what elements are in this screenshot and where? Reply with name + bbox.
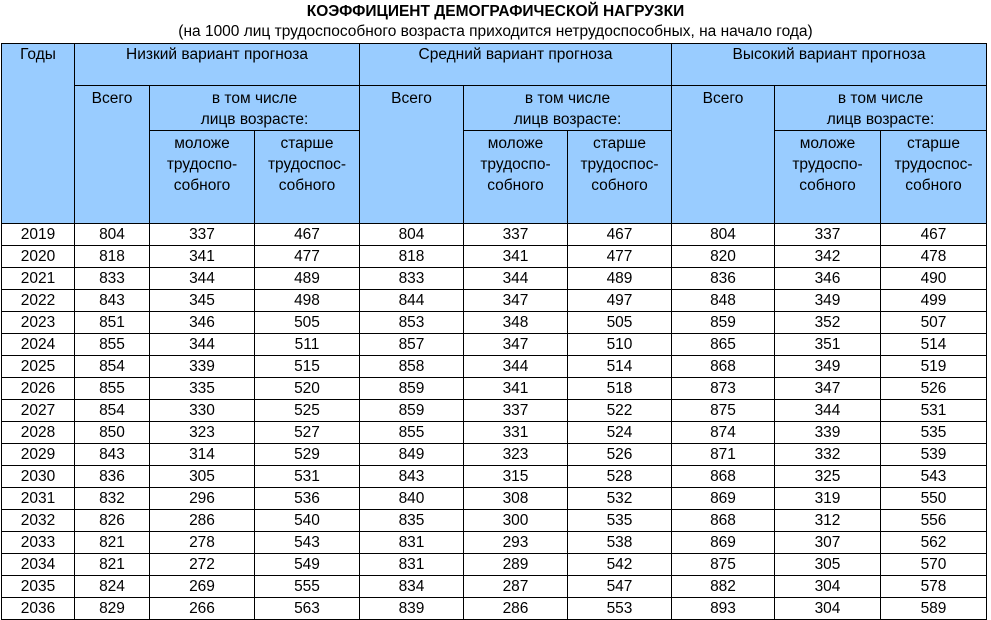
cell-year: 2027 [2,400,75,422]
cell-low-younger: 339 [150,356,255,378]
table-row [2,598,987,620]
cell-medium-older: 497 [568,290,672,312]
cell-high-total: 868 [672,466,775,488]
cell-low-younger: 296 [150,488,255,510]
cell-high-younger: 342 [775,246,881,268]
cell-medium-total: 839 [360,598,464,620]
cell-high-younger: 304 [775,576,881,598]
cell-high-younger: 319 [775,488,881,510]
cell-medium-total: 840 [360,488,464,510]
cell-medium-total: 855 [360,422,464,444]
header-high-younger: моложе трудоспо- собного [775,131,881,224]
cell-low-total: 829 [75,598,150,620]
table-row [2,312,987,334]
cell-medium-younger: 337 [464,400,568,422]
cell-medium-older: 477 [568,246,672,268]
cell-low-total: 851 [75,312,150,334]
cell-high-total: 871 [672,444,775,466]
cell-medium-older: 535 [568,510,672,532]
header-medium-younger: моложе трудоспо- собного [464,131,568,224]
cell-medium-older: 526 [568,444,672,466]
cell-low-younger: 314 [150,444,255,466]
cell-medium-younger: 315 [464,466,568,488]
cell-low-total: 850 [75,422,150,444]
cell-medium-younger: 331 [464,422,568,444]
cell-medium-total: 859 [360,378,464,400]
cell-year: 2026 [2,378,75,400]
cell-medium-younger: 337 [464,224,568,246]
cell-medium-total: 834 [360,576,464,598]
cell-high-total: 893 [672,598,775,620]
cell-high-older: 531 [881,400,987,422]
cell-high-total: 848 [672,290,775,312]
cell-medium-younger: 344 [464,268,568,290]
cell-high-total: 869 [672,488,775,510]
cell-low-younger: 345 [150,290,255,312]
cell-high-younger: 332 [775,444,881,466]
cell-year: 2031 [2,488,75,510]
cell-low-total: 821 [75,554,150,576]
header-medium-total: Всего [360,86,464,224]
header-variant-low: Низкий вариант прогноза [75,44,360,86]
cell-medium-younger: 348 [464,312,568,334]
cell-high-total: 820 [672,246,775,268]
cell-high-total: 804 [672,224,775,246]
cell-medium-younger: 341 [464,246,568,268]
table-row [2,466,987,488]
table-row [2,334,987,356]
cell-medium-younger: 341 [464,378,568,400]
cell-low-total: 855 [75,378,150,400]
cell-medium-total: 844 [360,290,464,312]
cell-high-younger: 352 [775,312,881,334]
page-subtitle: (на 1000 лиц трудоспособного возраста приходится нетрудоспособных, на начало года) [178,23,813,40]
cell-high-older: 478 [881,246,987,268]
cell-low-older: 477 [255,246,360,268]
cell-low-older: 505 [255,312,360,334]
cell-high-older: 499 [881,290,987,312]
cell-medium-total: 859 [360,400,464,422]
table-header [2,44,987,224]
table-row [2,576,987,598]
cell-high-older: 570 [881,554,987,576]
cell-low-total: 836 [75,466,150,488]
cell-medium-total: 831 [360,532,464,554]
cell-high-younger: 305 [775,554,881,576]
cell-low-total: 804 [75,224,150,246]
cell-high-older: 556 [881,510,987,532]
cell-medium-older: 538 [568,532,672,554]
header-low-including: в том числе лицв возрасте: [150,86,360,131]
cell-high-younger: 325 [775,466,881,488]
cell-medium-older: 489 [568,268,672,290]
cell-year: 2021 [2,268,75,290]
cell-low-younger: 269 [150,576,255,598]
cell-high-older: 539 [881,444,987,466]
cell-low-older: 489 [255,268,360,290]
cell-year: 2032 [2,510,75,532]
cell-medium-younger: 289 [464,554,568,576]
cell-medium-total: 843 [360,466,464,488]
demographic-load-table [1,43,987,620]
cell-low-younger: 286 [150,510,255,532]
cell-high-younger: 337 [775,224,881,246]
cell-medium-younger: 344 [464,356,568,378]
cell-medium-younger: 286 [464,598,568,620]
cell-low-total: 855 [75,334,150,356]
cell-low-older: 543 [255,532,360,554]
header-variant-medium: Средний вариант прогноза [360,44,672,86]
cell-year: 2033 [2,532,75,554]
cell-medium-older: 510 [568,334,672,356]
cell-low-total: 824 [75,576,150,598]
cell-low-total: 826 [75,510,150,532]
cell-medium-younger: 287 [464,576,568,598]
cell-year: 2029 [2,444,75,466]
table-row [2,554,987,576]
cell-low-total: 821 [75,532,150,554]
table-row [2,290,987,312]
cell-low-older: 529 [255,444,360,466]
cell-low-older: 531 [255,466,360,488]
header-high-total: Всего [672,86,775,224]
cell-medium-older: 528 [568,466,672,488]
cell-high-younger: 304 [775,598,881,620]
cell-high-total: 875 [672,554,775,576]
cell-high-younger: 351 [775,334,881,356]
cell-high-total: 836 [672,268,775,290]
cell-high-younger: 346 [775,268,881,290]
cell-high-younger: 347 [775,378,881,400]
cell-high-total: 875 [672,400,775,422]
cell-high-total: 869 [672,532,775,554]
cell-low-total: 833 [75,268,150,290]
table-row [2,400,987,422]
cell-high-younger: 312 [775,510,881,532]
cell-low-younger: 344 [150,334,255,356]
header-medium-including: в том числе лицв возрасте: [464,86,672,131]
table-row [2,488,987,510]
cell-low-older: 498 [255,290,360,312]
header-medium-older: старше трудоспос- собного [568,131,672,224]
cell-year: 2036 [2,598,75,620]
cell-high-total: 882 [672,576,775,598]
header-years: Годы [2,44,75,224]
cell-high-total: 859 [672,312,775,334]
cell-low-younger: 346 [150,312,255,334]
cell-low-younger: 344 [150,268,255,290]
header-low-total: Всего [75,86,150,224]
cell-medium-total: 857 [360,334,464,356]
cell-medium-younger: 308 [464,488,568,510]
cell-year: 2030 [2,466,75,488]
cell-high-total: 868 [672,510,775,532]
cell-medium-older: 467 [568,224,672,246]
cell-medium-older: 553 [568,598,672,620]
table-row [2,422,987,444]
table-row [2,224,987,246]
cell-low-younger: 330 [150,400,255,422]
table-row [2,532,987,554]
cell-low-total: 854 [75,356,150,378]
cell-high-younger: 349 [775,356,881,378]
cell-medium-older: 542 [568,554,672,576]
cell-medium-total: 849 [360,444,464,466]
cell-medium-total: 831 [360,554,464,576]
cell-low-total: 843 [75,290,150,312]
cell-low-younger: 323 [150,422,255,444]
cell-medium-younger: 293 [464,532,568,554]
cell-low-older: 536 [255,488,360,510]
cell-year: 2025 [2,356,75,378]
cell-low-total: 854 [75,400,150,422]
cell-medium-total: 833 [360,268,464,290]
cell-high-older: 514 [881,334,987,356]
header-low-younger: моложе трудоспо- собного [150,131,255,224]
page-title: КОЭФФИЦИЕНТ ДЕМОГРАФИЧЕСКОЙ НАГРУЗКИ [306,3,685,20]
cell-low-older: 540 [255,510,360,532]
table-row [2,510,987,532]
cell-medium-total: 818 [360,246,464,268]
cell-high-younger: 307 [775,532,881,554]
table-row [2,444,987,466]
cell-high-older: 589 [881,598,987,620]
cell-low-total: 843 [75,444,150,466]
cell-high-older: 550 [881,488,987,510]
cell-low-younger: 305 [150,466,255,488]
cell-high-younger: 349 [775,290,881,312]
cell-year: 2023 [2,312,75,334]
cell-low-younger: 278 [150,532,255,554]
table-row [2,268,987,290]
cell-high-older: 526 [881,378,987,400]
cell-low-younger: 272 [150,554,255,576]
cell-low-older: 527 [255,422,360,444]
cell-year: 2034 [2,554,75,576]
cell-high-total: 868 [672,356,775,378]
cell-high-older: 578 [881,576,987,598]
cell-high-older: 519 [881,356,987,378]
cell-medium-younger: 347 [464,334,568,356]
cell-year: 2020 [2,246,75,268]
cell-high-younger: 339 [775,422,881,444]
cell-low-older: 515 [255,356,360,378]
cell-high-older: 490 [881,268,987,290]
table-row [2,378,987,400]
cell-high-older: 543 [881,466,987,488]
cell-low-older: 511 [255,334,360,356]
cell-medium-younger: 323 [464,444,568,466]
cell-low-younger: 335 [150,378,255,400]
cell-low-older: 549 [255,554,360,576]
cell-medium-older: 518 [568,378,672,400]
cell-medium-total: 804 [360,224,464,246]
cell-year: 2022 [2,290,75,312]
cell-year: 2028 [2,422,75,444]
cell-year: 2035 [2,576,75,598]
cell-low-older: 525 [255,400,360,422]
cell-low-total: 832 [75,488,150,510]
cell-medium-total: 853 [360,312,464,334]
cell-low-older: 563 [255,598,360,620]
cell-low-older: 467 [255,224,360,246]
cell-medium-total: 858 [360,356,464,378]
cell-medium-older: 514 [568,356,672,378]
cell-medium-older: 505 [568,312,672,334]
cell-high-total: 873 [672,378,775,400]
cell-high-total: 874 [672,422,775,444]
cell-medium-older: 522 [568,400,672,422]
cell-medium-older: 532 [568,488,672,510]
cell-low-younger: 266 [150,598,255,620]
table-row [2,356,987,378]
cell-medium-younger: 347 [464,290,568,312]
header-high-including: в том числе лицв возрасте: [775,86,987,131]
header-low-older: старше трудоспос- собного [255,131,360,224]
cell-medium-total: 835 [360,510,464,532]
cell-year: 2024 [2,334,75,356]
cell-low-younger: 341 [150,246,255,268]
cell-year: 2019 [2,224,75,246]
cell-low-total: 818 [75,246,150,268]
cell-medium-younger: 300 [464,510,568,532]
header-variant-high: Высокий вариант прогноза [672,44,987,86]
cell-medium-older: 547 [568,576,672,598]
cell-high-older: 535 [881,422,987,444]
cell-medium-older: 524 [568,422,672,444]
cell-high-older: 467 [881,224,987,246]
header-high-older: старше трудоспос- собного [881,131,987,224]
cell-high-younger: 344 [775,400,881,422]
table-row [2,246,987,268]
cell-high-total: 865 [672,334,775,356]
cell-low-younger: 337 [150,224,255,246]
cell-low-older: 555 [255,576,360,598]
cell-high-older: 507 [881,312,987,334]
cell-low-older: 520 [255,378,360,400]
cell-high-older: 562 [881,532,987,554]
table-body [2,224,987,620]
